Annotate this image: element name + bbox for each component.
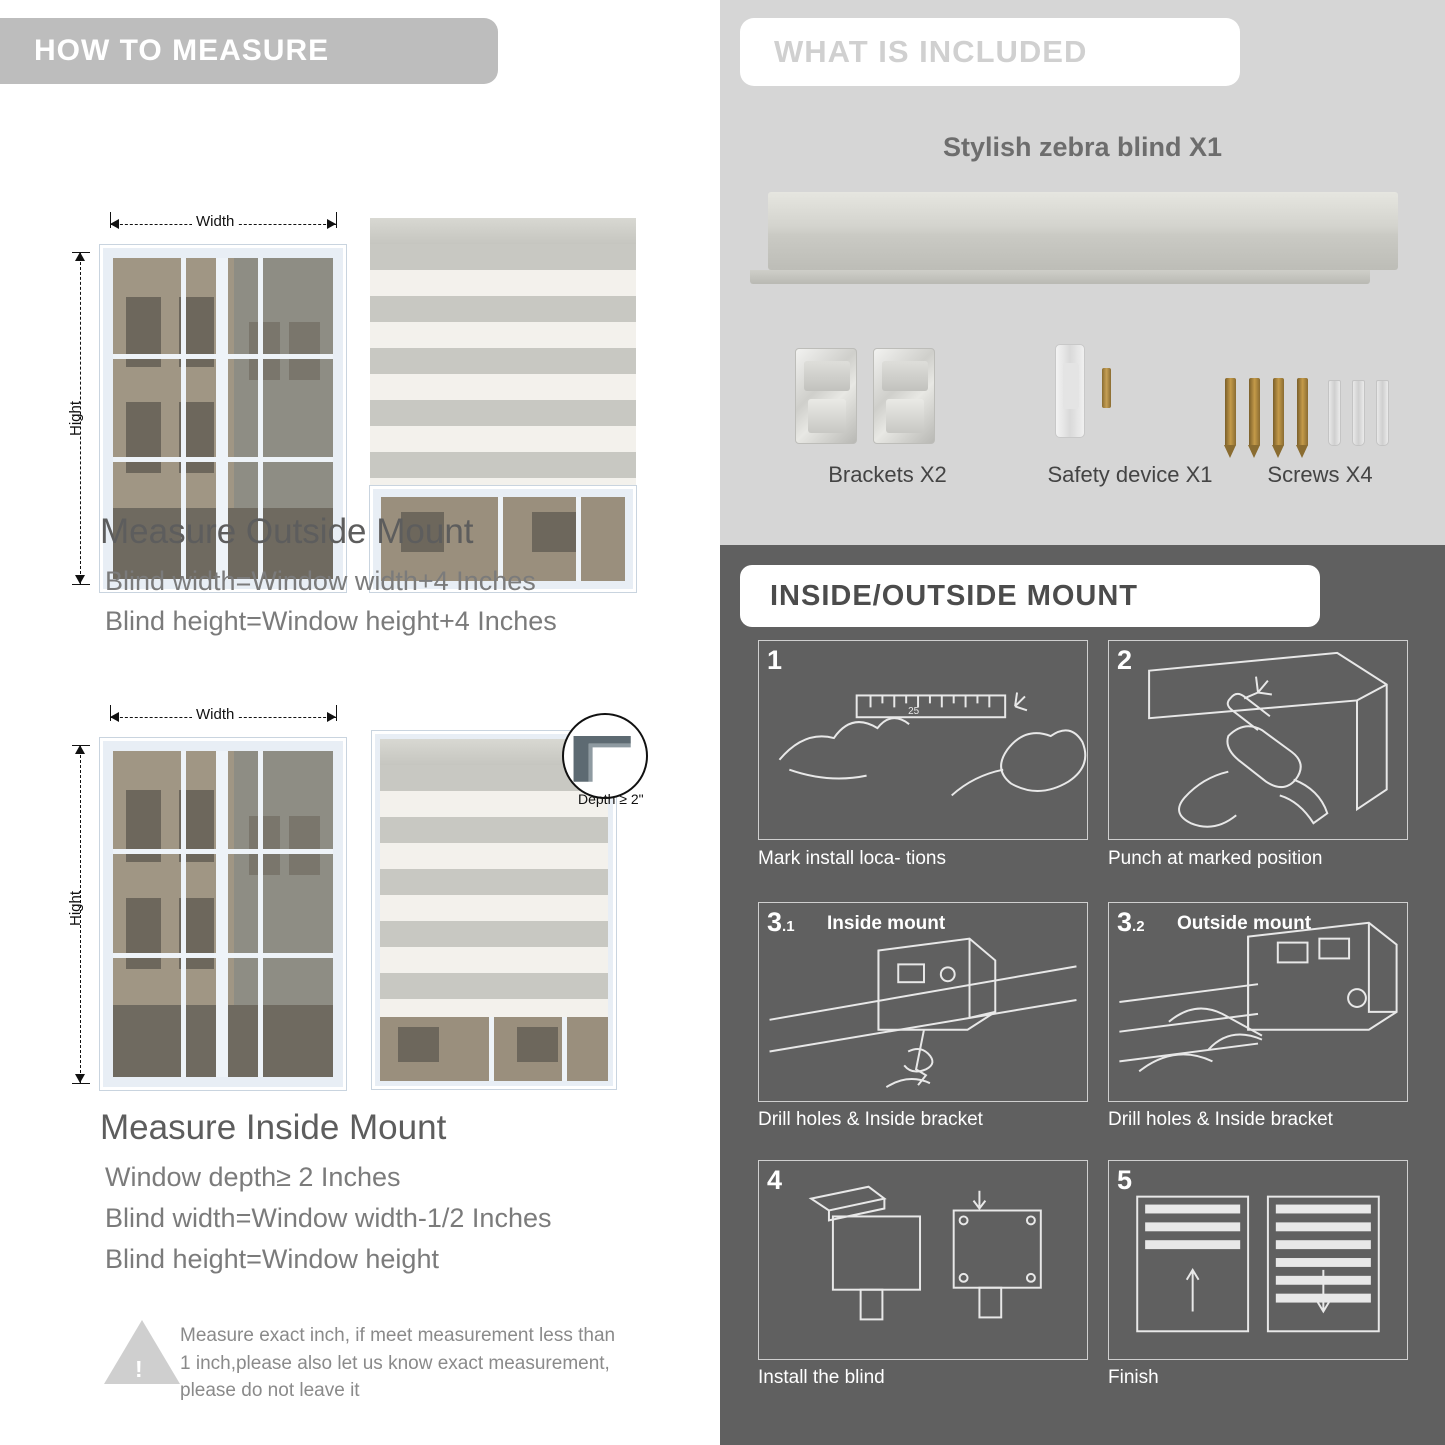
bracket-icon [873, 348, 935, 444]
width-arrow-left [110, 219, 119, 229]
depth-callout-circle [562, 713, 648, 799]
height-arrow-up [75, 252, 85, 261]
outside-heading: Measure Outside Mount [100, 512, 474, 551]
what-is-included-panel [720, 0, 1445, 545]
screw-icon [1273, 378, 1284, 446]
step-2-caption: Punch at marked position [1108, 848, 1323, 869]
step-2 [1108, 640, 1408, 840]
outside-bracket-sketch [1109, 903, 1407, 1101]
step-number-sub: .2 [1132, 918, 1145, 935]
step-number-main: 3 [767, 907, 783, 937]
step-5 [1108, 1160, 1408, 1360]
step-number: 4 [767, 1165, 783, 1195]
depth-label: Depth ≥ 2" [578, 791, 644, 807]
screw-icon [1297, 378, 1308, 446]
warning-mark: ! [135, 1356, 143, 1382]
inside-line-3: Blind height=Window height [105, 1244, 439, 1274]
height-tick-bottom [72, 584, 90, 585]
safety-device-caption: Safety device X1 [1047, 462, 1213, 487]
blind-bottom-rail [750, 270, 1370, 284]
height-arrow-down [75, 1074, 85, 1083]
step-number-main: 3 [1117, 907, 1133, 937]
width-arrow-right [327, 712, 336, 722]
zebra-fabric [380, 765, 608, 1017]
outside-line-2: Blind height=Window height+4 Inches [105, 606, 557, 636]
wall-anchor-icon [1328, 380, 1341, 446]
width-tick-left [110, 212, 111, 228]
zebra-fabric [370, 244, 636, 500]
safety-device-icon [1055, 344, 1085, 438]
step-3-1 [758, 902, 1088, 1102]
step-4-caption: Install the blind [758, 1367, 885, 1388]
small-screw-icon [1102, 368, 1111, 408]
inside-width-label: Width [192, 706, 238, 723]
window-view [380, 1017, 608, 1081]
height-arrow-up [75, 745, 85, 754]
outside-width-label: Width [192, 213, 238, 230]
inside-bracket-sketch [759, 903, 1087, 1101]
step-number-sub: .1 [782, 918, 795, 935]
outside-mount-label: Outside mount [1177, 913, 1312, 934]
inside-outside-mount-tab: INSIDE/OUTSIDE MOUNT [740, 565, 1320, 627]
warning-text: Measure exact inch, if meet measurement less than 1 inch,please also let us know exact measurement, please do not leave it [180, 1325, 616, 1402]
svg-text:25: 25 [908, 706, 920, 718]
bracket-icon [795, 348, 857, 444]
window-view [113, 751, 333, 1077]
height-tick-top [72, 252, 90, 253]
inside-mount-label: Inside mount [827, 913, 946, 934]
step-4 [758, 1160, 1088, 1360]
width-arrow-left [110, 712, 119, 722]
main-item-label: Stylish zebra blind X1 [942, 132, 1223, 162]
outside-mount-figure [0, 100, 712, 510]
inside-line-2: Blind width=Window width-1/2 Inches [105, 1203, 552, 1233]
height-arrow-down [75, 575, 85, 584]
width-tick-right [336, 705, 337, 721]
width-arrow-right [327, 219, 336, 229]
window-grid [113, 751, 333, 1077]
inside-line-1: Window depth≥ 2 Inches [105, 1162, 401, 1192]
wall-anchor-icon [1352, 380, 1365, 446]
width-tick-right [336, 212, 337, 228]
what-is-included-tab: WHAT IS INCLUDED [740, 18, 1240, 86]
screws-caption: Screws X4 [1267, 462, 1373, 487]
width-tick-left [110, 705, 111, 721]
inside-heading: Measure Inside Mount [100, 1108, 447, 1147]
finish-sketch [1109, 1161, 1407, 1359]
install-blind-sketch [759, 1161, 1087, 1359]
mark-install-sketch [759, 641, 1087, 839]
step-3-1-caption: Drill holes & Inside bracket [758, 1109, 983, 1130]
how-to-measure-tab: HOW TO MEASURE [0, 18, 498, 84]
screw-icon [1225, 378, 1236, 446]
outside-line-1: Blind width=Window width+4 Inches [105, 566, 536, 596]
inside-height-label: Hight [67, 890, 85, 927]
step-number: 2 [1117, 645, 1133, 675]
step-number: 1 [767, 645, 783, 675]
punch-marked-position-sketch [1109, 641, 1407, 839]
height-tick-top [72, 745, 90, 746]
screw-icon [1249, 378, 1260, 446]
blind-headrail [370, 218, 636, 244]
how-to-measure-panel [0, 0, 712, 1445]
inside-mount-figure [0, 695, 712, 1105]
step-1-caption: Mark install loca- tions [758, 848, 946, 869]
step-number: 5 [1117, 1165, 1133, 1195]
zebra-blind-product [768, 192, 1398, 270]
step-3-2 [1108, 902, 1408, 1102]
step-5-caption: Finish [1108, 1367, 1159, 1388]
height-tick-bottom [72, 1083, 90, 1084]
wall-anchor-icon [1376, 380, 1389, 446]
step-3-2-caption: Drill holes & Inside bracket [1108, 1109, 1333, 1130]
outside-height-label: Hight [67, 400, 85, 437]
brackets-caption: Brackets X2 [828, 462, 947, 487]
window-inside-plain [100, 738, 346, 1090]
inside-outside-mount-panel [720, 545, 1445, 1445]
step-1 [758, 640, 1088, 840]
